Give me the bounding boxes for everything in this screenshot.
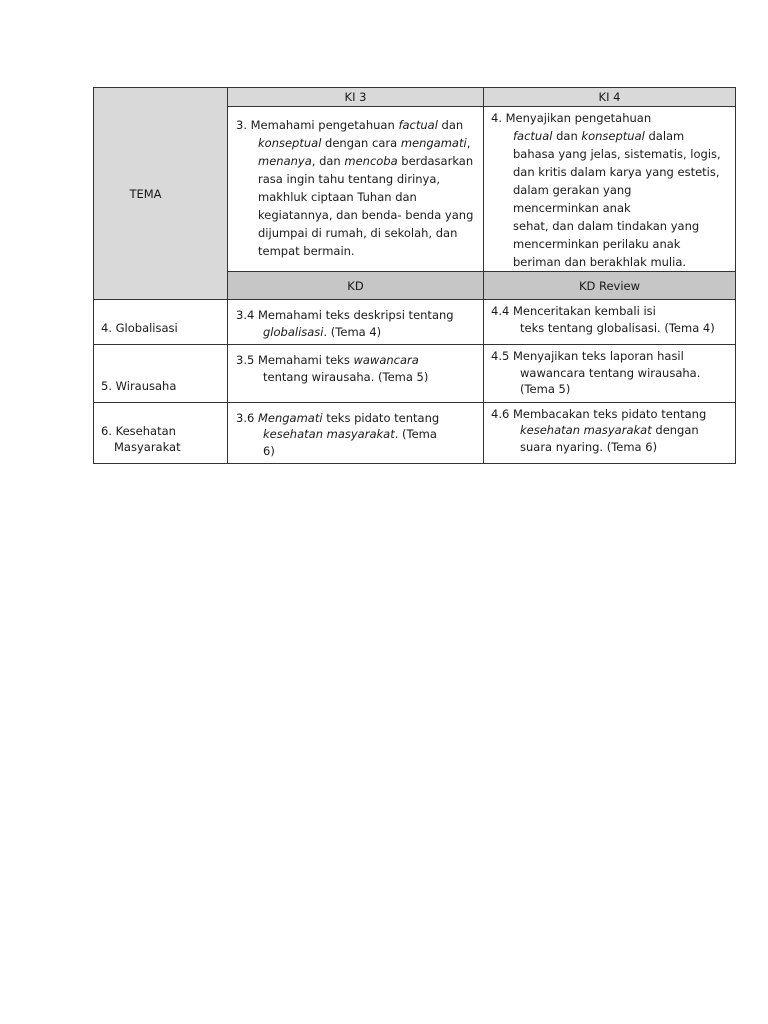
kd-review-cell: 4.6 Membacakan teks pidato tentang kesehatan masyarakat dengan suara nyaring. (Tema 6) xyxy=(484,402,736,464)
kd-table xyxy=(93,87,736,464)
tema-header: TEMA xyxy=(129,186,162,201)
kd-cell: 3.6 Mengamati teks pidato tentang kesehatan masyarakat. (Tema 6) xyxy=(228,402,484,464)
kd-cell: 3.4 Memahami teks deskripsi tentang globalisasi. (Tema 4) xyxy=(228,300,484,345)
kd-header: KD xyxy=(228,272,484,300)
tema-label: 4. Globalisasi xyxy=(94,300,228,345)
kd-review-cell: 4.4 Menceritakan kembali isi teks tentang globalisasi. (Tema 4) xyxy=(484,300,736,345)
tema-label: 5. Wirausaha xyxy=(94,345,228,403)
ki3-description: 3. Memahami pengetahuan factual dan konseptual dengan cara mengamati, menanya, dan mencoba berdasarkan rasa ingin tahu tentang dirinya, makhluk ciptaan Tuhan dan kegiatannya, dan benda- benda yang dijumpai di rumah, di sekolah, dan tempat bermain. xyxy=(228,107,484,272)
ki4-header: KI 4 xyxy=(484,88,736,107)
tema-label: 6. Kesehatan Masyarakat xyxy=(94,402,228,464)
kd-review-cell: 4.5 Menyajikan teks laporan hasil wawancara tentang wirausaha. (Tema 5) xyxy=(484,345,736,403)
table-row xyxy=(94,402,736,464)
ki4-description: 4. Menyajikan pengetahuan factual dan konseptual dalam bahasa yang jelas, sistematis, logis, dan kritis dalam karya yang estetis, dalam gerakan yang mencerminkan anak sehat, dan dalam tindakan yang mencerminkan perilaku anak beriman dan berakhlak mulia. xyxy=(484,107,736,272)
ki3-header: KI 3 xyxy=(228,88,484,107)
table-row xyxy=(94,345,736,403)
tema-header-cell xyxy=(94,88,228,300)
kd-cell: 3.5 Memahami teks wawancara tentang wirausaha. (Tema 5) xyxy=(228,345,484,403)
table-row xyxy=(94,300,736,345)
kd-review-header: KD Review xyxy=(484,272,736,300)
